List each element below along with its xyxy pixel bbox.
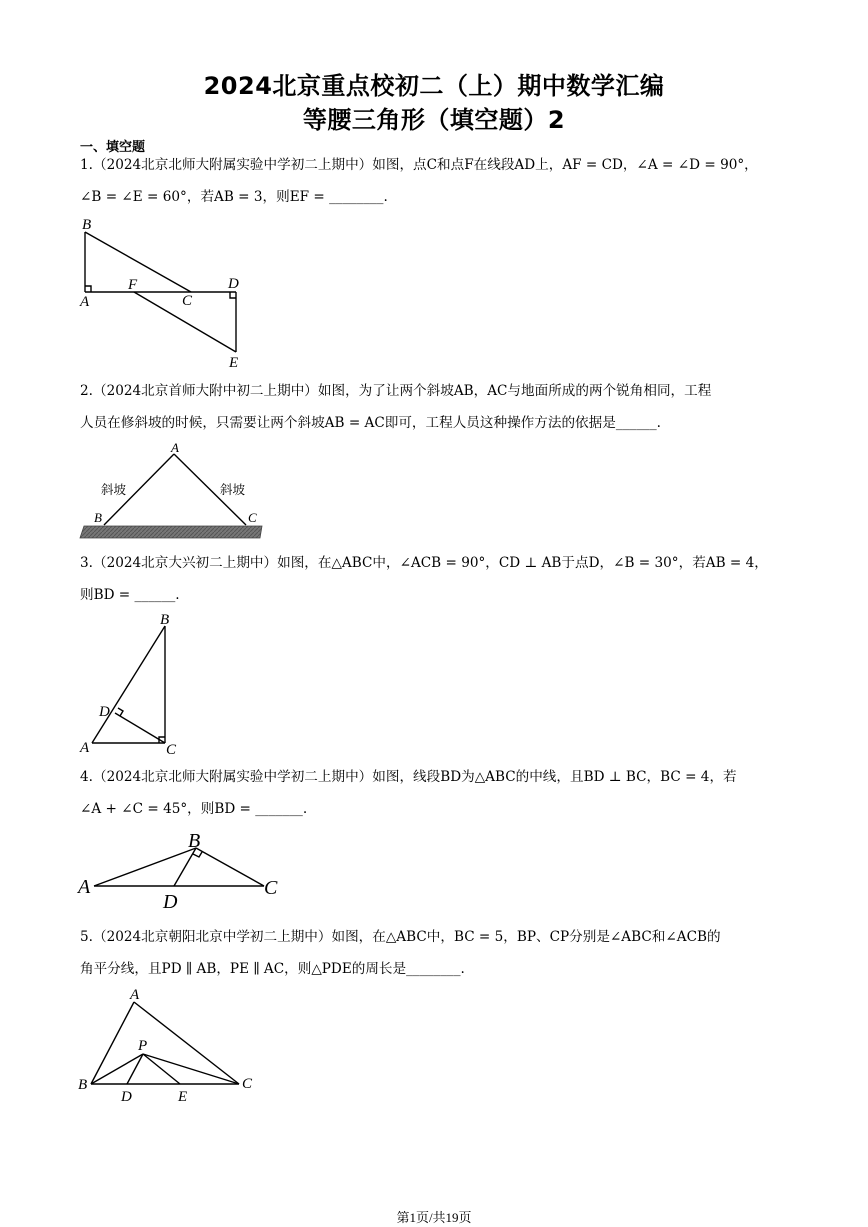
right-angle-b [193,852,202,857]
question-4-line-1: 4.（2024北京北师大附属实验中学初二上期中）如图，线段BD为△ABC的中线，且BD ⊥ BC，BC = 4，若 [80,769,737,785]
segment-ba [92,626,165,743]
segment-cp [143,1054,239,1084]
question-2-line-1: 2.（2024北京首师大附中初二上期中）如图，为了让两个斜坡AB，AC与地面所成的两个锐角相同，工程 [80,383,712,399]
right-angle-d [230,292,236,298]
right-angle-a [85,286,91,292]
label-b: B [82,217,92,233]
figure-3 [74,606,194,758]
label-d: D [99,704,110,720]
segment-ab [94,848,196,886]
title-line-1: 2024北京重点校初二（上）期中数学汇编 [203,72,665,100]
question-3-line-1: 3.（2024北京大兴初二上期中）如图，在△ABC中，∠ACB = 90°，CD ⊥ AB于点D，∠B = 30°，若AB = 4， [80,555,768,571]
label-e: E [178,1089,188,1105]
segment-bd [174,848,196,886]
label-d: D [121,1089,132,1105]
question-1 [80,149,792,213]
question-3-line-2: 则BD = ______. [80,587,180,603]
question-4-line-2: ∠A + ∠C = 45°，则BD = _______. [80,801,308,817]
title-line-2: 等腰三角形（填空题）2 [302,106,566,134]
label-f: F [128,277,138,293]
label-c: C [248,510,257,525]
question-2 [80,375,792,439]
question-5-line-1: 5.（2024北京朝阳北京中学初二上期中）如图，在△ABC中，BC = 5，BP、CP分别是∠ABC和∠ACB的 [80,929,721,945]
label-c: C [182,293,193,309]
question-2-line-2: 人员在修斜坡的时候，只需要让两个斜坡AB = AC即可，工程人员这种操作方法的依据是______. [80,415,661,431]
figure-4 [74,826,294,916]
label-b: B [94,510,102,525]
label-c: C [264,877,278,899]
label-b: B [160,612,170,628]
label-b: B [188,830,201,852]
label-a: A [171,440,179,455]
question-1-line-2: ∠B = ∠E = 60°，若AB = 3，则EF = ________. [80,189,388,205]
label-p: P [138,1038,148,1054]
segment-bc [85,232,191,292]
label-a: A [80,294,90,310]
ground [80,526,262,538]
label-c: C [166,742,177,758]
label-d: D [163,891,178,913]
question-5 [80,921,792,985]
question-4 [80,761,792,825]
question-5-line-2: 角平分线，且PD ∥ AB，PE ∥ AC，则△PDE的周长是________. [80,961,465,977]
slope-label-right: 斜坡 [220,482,246,497]
segment-ac [134,1002,239,1084]
figure-2 [74,440,274,544]
label-e: E [229,355,239,370]
label-d: D [228,276,239,292]
label-a: A [130,987,140,1003]
figure-5 [74,984,274,1108]
segment-bc [196,848,264,886]
segment-pe [143,1054,180,1084]
section-heading: 一、填空题 [80,140,146,155]
question-3 [80,547,792,611]
segment-cd [115,713,165,743]
label-a: A [80,740,90,756]
label-a: A [78,876,91,898]
slope-label-left: 斜坡 [101,482,127,497]
label-b: B [78,1077,88,1093]
figure-1 [74,210,254,370]
page-footer: 第1页/共19页 [396,1210,472,1225]
question-1-line-1: 1.（2024北京北师大附属实验中学初二上期中）如图，点C和点F在线段AD上，AF = CD，∠A = ∠D = 90°， [80,157,758,173]
label-c: C [242,1076,253,1092]
